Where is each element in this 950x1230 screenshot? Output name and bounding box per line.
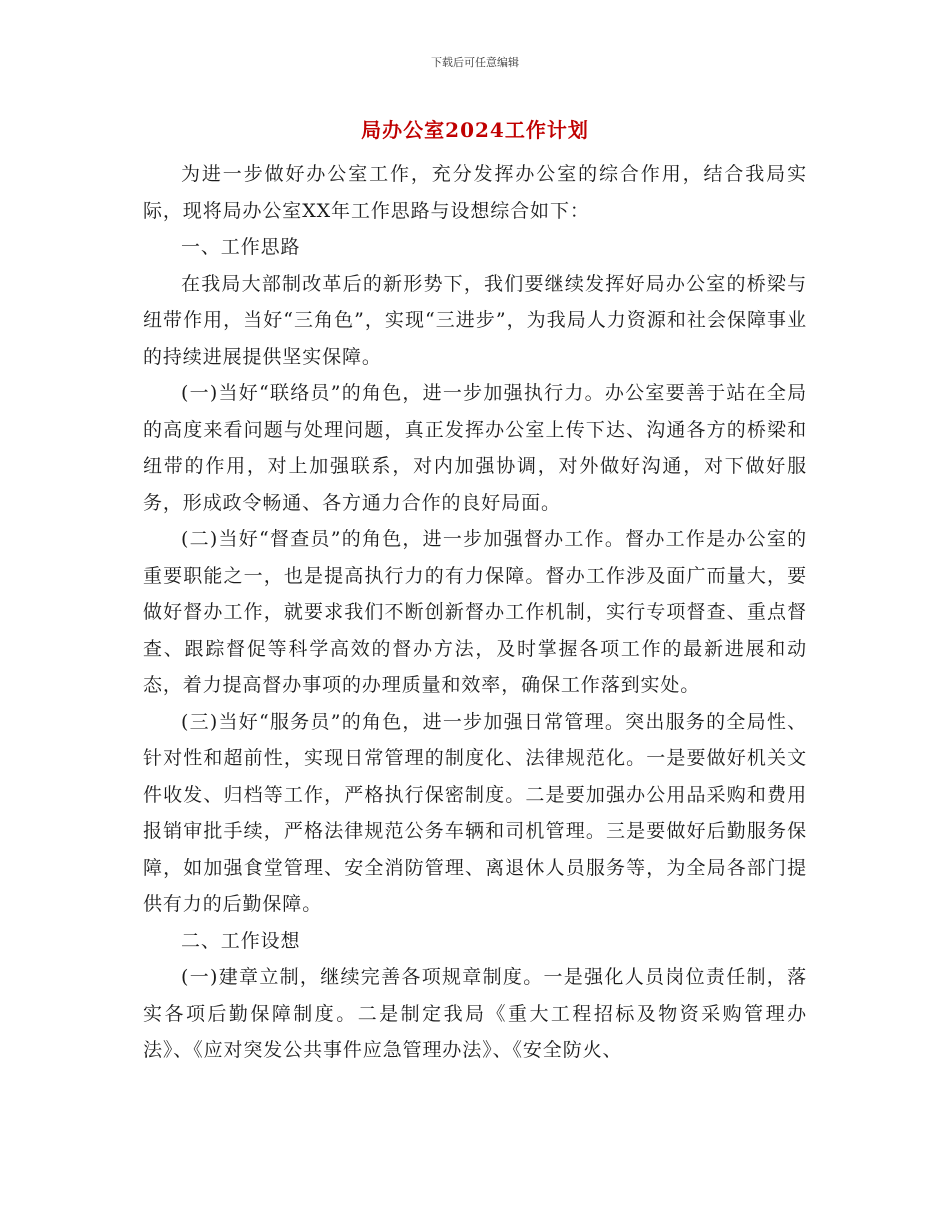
body-paragraph: (三)当好“服务员”的角色，进一步加强日常管理。突出服务的全局性、针对性和超前性，实现日常管理的制度化、法律规范化。一是要做好机关文件收发、归档等工作，严格执行保密制度。二是要加强办公用品采购和费用报销审批手续，严格法律规范公务车辆和司机管理。三是要做好后勤服务保障，如加强食堂管理、安全消防管理、离退休人员服务等，为全局各部门提供有力的后勤保障。 [143, 710, 807, 915]
body-paragraph: (二)当好“督查员”的角色，进一步加强督办工作。督办工作是办公室的重要职能之一，也是提高执行力的有力保障。督办工作涉及面广而量大，要做好督办工作，就要求我们不断创新督办工作机制，实行专项督查、重点督查、跟踪督促等科学高效的督办方法，及时掌握各项工作的最新进展和动态，着力提高督办事项的办理质量和效率，确保工作落到实处。 [143, 528, 807, 696]
body-paragraph: (一)建章立制，继续完善各项规章制度。一是强化人员岗位责任制，落实各项后勤保障制度。二是制定我局《重大工程招标及物资采购管理办法》、《应对突发公共事件应急管理办法》、《安全防火、 [143, 966, 807, 1061]
section-heading-work-plans: 二、工作设想 [181, 929, 301, 952]
document-title: 局办公室2024工作计划 [361, 118, 589, 142]
section-heading-work-ideas: 一、工作思路 [181, 236, 301, 258]
intro-paragraph: 为进一步做好办公室工作，充分发挥办公室的综合作用，结合我局实际，现将局办公室XX年工作思路与设想综合如下： [143, 163, 807, 222]
page-header-note: 下载后可任意编辑 [431, 56, 519, 69]
body-paragraph: 在我局大部制改革后的新形势下，我们要继续发挥好局办公室的桥梁与纽带作用，当好“三角色”，实现“三进步”，为我局人力资源和社会保障事业的持续进展提供坚实保障。 [143, 272, 807, 368]
document-body [143, 156, 807, 1069]
body-paragraph: (一)当好“联络员”的角色，进一步加强执行力。办公室要善于站在全局的高度来看问题与处理问题，真正发挥办公室上传下达、沟通各方的桥梁和纽带的作用，对上加强联系，对内加强协调，对外做好沟通，对下做好服务，形成政令畅通、各方通力合作的良好局面。 [143, 382, 807, 514]
